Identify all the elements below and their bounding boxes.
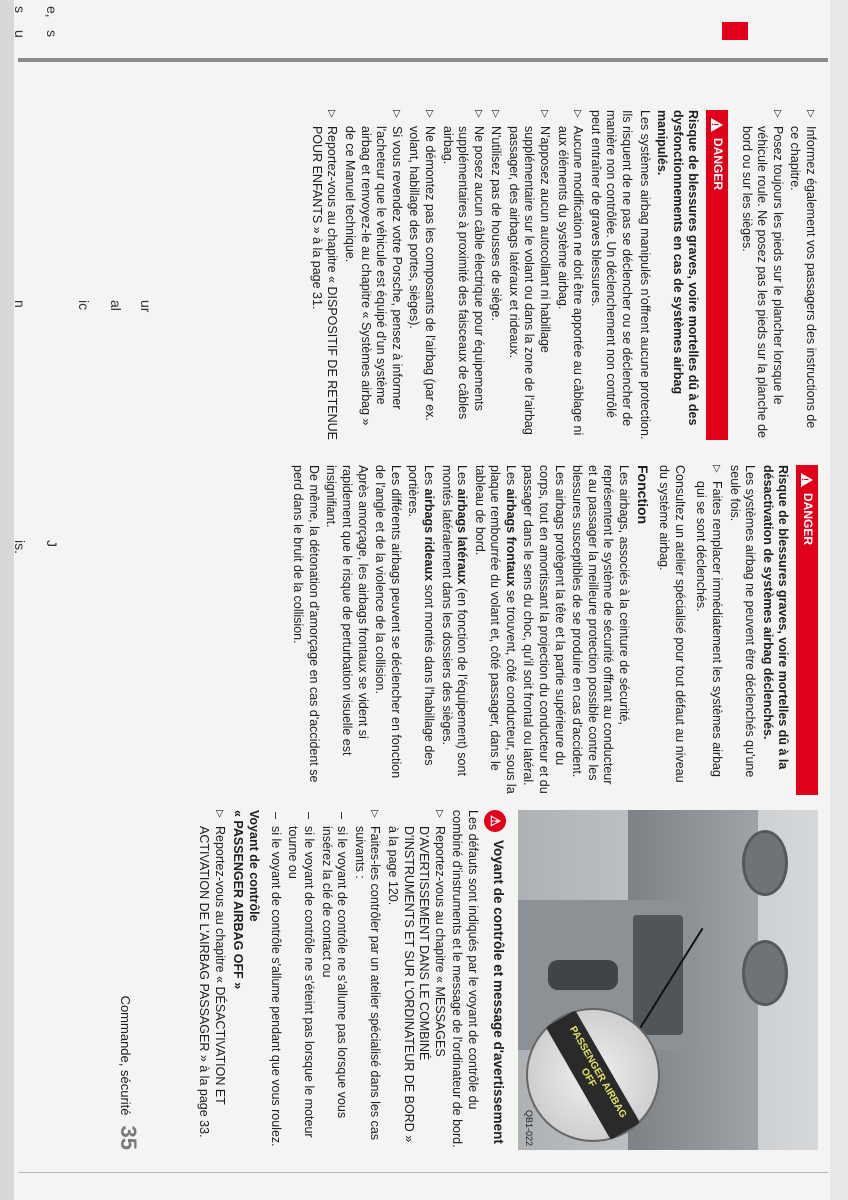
paragraph: De même, la détonation d'amorçage en cas d'accident se perd dans le bruit de la collision. bbox=[291, 465, 321, 783]
danger-label: DANGER bbox=[711, 138, 726, 191]
bullet-item: ▷ Ne démontez pas les composants de l'airbag (par ex. volant, habillage des portes, sièges). bbox=[406, 110, 437, 440]
paragraph: Ils risquent de ne pas se déclencher ou se déclencher de manière non contrôlée. Un déclenchement non contrôlé peut entraîner de graves blessures. bbox=[588, 110, 635, 427]
footer-rule bbox=[18, 1172, 828, 1173]
section-heading: Fonction bbox=[634, 465, 651, 525]
warning-triangle-icon bbox=[711, 118, 723, 132]
bullet-item: ▷ Informez également vos passagers des instructions de ce chapitre. bbox=[787, 110, 818, 440]
dashboard-photo bbox=[518, 810, 818, 1150]
column-middle bbox=[288, 465, 818, 795]
paragraph: Les différents airbags peuvent se déclencher en fonction de l'angle et de la violence de la collision. bbox=[373, 465, 403, 779]
passenger-airbag-off-indicator: PASSENGER AIRBAG OFF bbox=[546, 1010, 640, 1140]
fragment: s bbox=[44, 30, 60, 37]
paragraph: Les défauts sont indiqués par le voyant de contrôle du combiné d'instruments et le message de l'ordinateur de bord. bbox=[450, 810, 480, 1148]
dash-item: – si le voyant de contrôle s'allume pendant que vous roulez. bbox=[267, 810, 283, 1150]
paragraph bbox=[471, 465, 518, 795]
chapter-tab-marker bbox=[722, 22, 748, 40]
bullet-item: ▷ Ne posez aucun câble électrique pour équipements supplémentaires à proximité des faisceaux de câbles airbag. bbox=[439, 110, 486, 440]
danger-banner bbox=[796, 465, 818, 795]
bullet-item: ▷ N'apposez aucun autocollant ni habillage supplémentaire sur le volant ou dans la zone de l'airbag passager, des airbags latéraux et rideaux. bbox=[505, 110, 552, 440]
air-vent bbox=[742, 940, 788, 1006]
paragraph: Consultez un atelier spécialisé pour tout défaut au niveau du système airbag. bbox=[657, 465, 687, 783]
paragraph bbox=[405, 465, 436, 795]
text-run: (en fonction de l'équipement) sont montés latéralement dans les dossiers des sièges. bbox=[439, 465, 470, 776]
header-rule bbox=[18, 58, 828, 62]
bullet-item: ▷ Faites-les contrôler par un atelier spécialisé dans les cas suivants : bbox=[351, 810, 382, 1150]
text-run: Les bbox=[421, 465, 436, 489]
danger-title: Risque de blessures graves, voire mortelles dû à des dysfonctionnements en cas de systèmes airbag manipulés. bbox=[655, 110, 701, 426]
manual-page bbox=[88, 110, 818, 1170]
air-vent bbox=[742, 830, 788, 896]
fragment: n bbox=[12, 300, 28, 308]
bullet-item: ▷ Reportez-vous au chapitre « MESSAGES D'AVERTISSEMENT DANS LE COMBINÉ D'INSTRUMENTS ET SUR L'ORDINATEUR DE BORD » à la page 120. bbox=[384, 810, 446, 1150]
bullet-item: ▷ Faites remplacer immédiatement les systèmes airbag qui se sont déclenchés. bbox=[693, 465, 724, 795]
fragment: al bbox=[108, 300, 124, 311]
page-number: 35 bbox=[116, 1125, 141, 1150]
gear-lever bbox=[548, 960, 618, 990]
term-airbags-lateraux: airbags latéraux bbox=[455, 488, 470, 585]
danger-label: DANGER bbox=[801, 493, 815, 546]
subsection-title: Voyant de contrôle et message d'avertissement bbox=[491, 840, 506, 1144]
subheading: « PASSENGER AIRBAG OFF » bbox=[230, 810, 245, 990]
text-run: Les bbox=[503, 465, 518, 489]
fragment: e, bbox=[44, 6, 60, 18]
page-binding-edge bbox=[0, 0, 14, 1200]
paragraph: Les airbags, associés à la ceinture de sécurité, représentent le système de sécurité offrant au conducteur et au passager la meilleure protection possible contre les blessures susceptibles de se produire en cas d'accident. bbox=[570, 465, 632, 785]
paragraph bbox=[438, 465, 469, 795]
danger-banner bbox=[706, 110, 728, 440]
subheading: Voyant de contrôle bbox=[247, 810, 262, 922]
bullet-item: ▷ Aucune modification ne doit être apportée au câblage ni aux éléments du système airbag. bbox=[554, 110, 585, 440]
column-left bbox=[306, 110, 818, 440]
fragment: J bbox=[44, 540, 60, 547]
column-right bbox=[194, 810, 818, 1150]
bullet-item: ▷ Reportez-vous au chapitre « DISPOSITIF DE RETENUE POUR ENFANTS » à la page 31. bbox=[308, 110, 339, 440]
bullet-item: ▷ Si vous revendez votre Porsche, pensez à informer l'acheteur que le véhicule est équipé d'un système airbag et renvoyez-le au chapitre « Systèmes airbag » de ce Manuel technique. bbox=[341, 110, 403, 440]
console-buttons bbox=[633, 915, 683, 1035]
dash-item: – si le voyant de contrôle ne s'éteint pas lorsque le moteur tourne ou bbox=[285, 810, 316, 1150]
bullet-item: ▷ N'utilisez pas de housses de siège. bbox=[488, 110, 504, 440]
fragment: u bbox=[12, 30, 28, 38]
warning-lamp-heading bbox=[484, 810, 506, 1150]
paragraph: Les systèmes airbag manipulés n'offrent aucune protection. bbox=[637, 110, 652, 440]
page-footer bbox=[116, 810, 141, 1150]
text-run: sont montés dans l'habillage des portières. bbox=[406, 465, 436, 766]
text-run: Les bbox=[455, 465, 470, 489]
fragment: s bbox=[12, 6, 28, 13]
danger-title: Risque de blessures graves, voire mortelles dû à la désactivation de systèmes airbag déclenchés. bbox=[760, 465, 791, 770]
section-name: Commande, sécurité bbox=[118, 995, 133, 1116]
paragraph: Après amorçage, les airbags frontaux se vident si rapidement que le risque de perturbation visuelle est insignifiant. bbox=[324, 465, 370, 756]
bullet-item: ▷ Reportez-vous au chapitre « DÉSACTIVATION ET ACTIVATION DE L'AIRBAG PASSAGER » à la page 33. bbox=[196, 810, 227, 1150]
fragment: ur bbox=[138, 300, 154, 313]
warning-triangle-icon bbox=[801, 473, 813, 487]
bullet-item: ▷ Posez toujours les pieds sur le plancher lorsque le véhicule roule. Ne posez pas les pieds sur la planche de bord ou sur les sièges. bbox=[738, 110, 785, 440]
paragraph: Les airbags protègent la tête et la partie supérieure du corps, tout en amortissant la projection du conducteur et du passager dans le sens du choc, qu'il soit frontal ou latéral. bbox=[521, 465, 567, 794]
photo-code: QB1-022 bbox=[523, 1109, 534, 1146]
text-run: se trouvent, côté conducteur, sous la plaque rembourrée du volant et, côté passager, dans le tableau de bord. bbox=[472, 465, 518, 794]
airbag-warning-lamp-icon: ⚠ bbox=[484, 810, 506, 832]
term-airbags-frontaux: airbags frontaux bbox=[503, 488, 518, 587]
zoom-callout bbox=[526, 1008, 660, 1142]
term-airbags-rideaux: airbags rideaux bbox=[421, 488, 436, 582]
page-right-edge bbox=[830, 0, 848, 1200]
fragment: is. bbox=[12, 540, 28, 554]
dash-item: – si le voyant de contrôle ne s'allume pas lorsque vous insérez la clé de contact ou bbox=[318, 810, 349, 1150]
fragment: ic bbox=[76, 300, 92, 311]
paragraph: Les systèmes airbag ne peuvent être déclenchés qu'une seule fois. bbox=[727, 465, 758, 778]
